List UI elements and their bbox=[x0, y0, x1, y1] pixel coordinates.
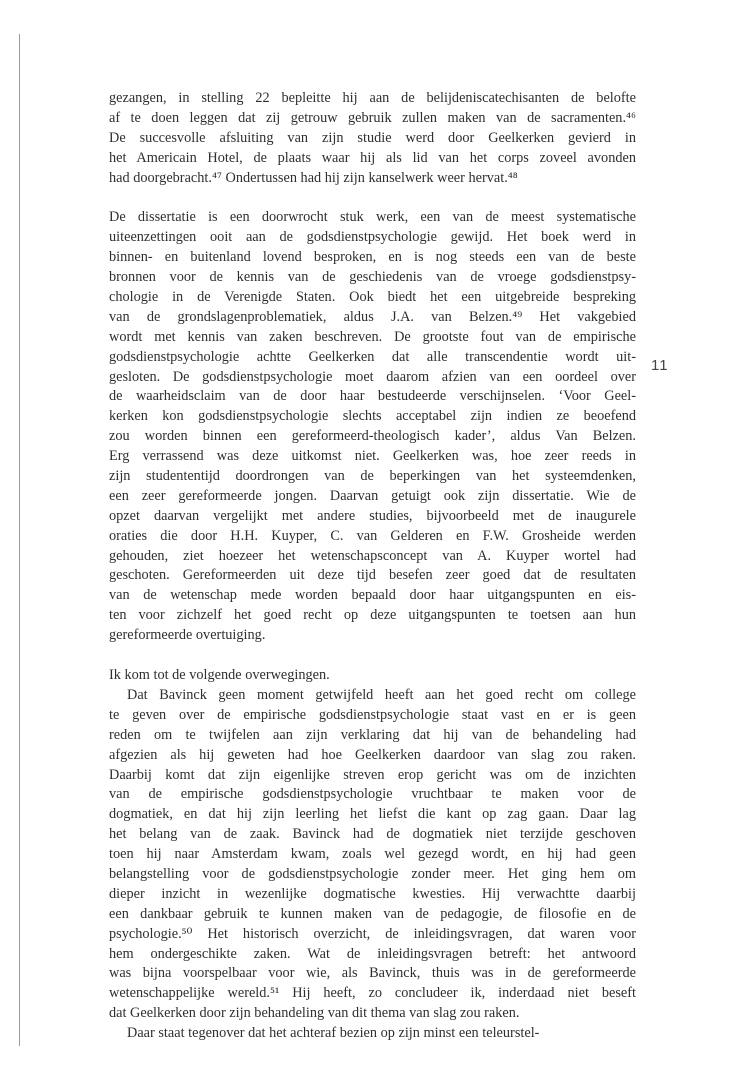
text-line: zou worden binnen een gereformeerd-theologisch kader’, aldus Van Belzen. bbox=[109, 428, 636, 445]
text-line: Erg verrassend was deze uitkomst niet. Geelkerken was, hoe zeer reeds in bbox=[109, 448, 636, 465]
text-line: had doorgebracht.⁴⁷ Ondertussen had hij zijn kanselwerk weer hervat.⁴⁸ bbox=[109, 169, 518, 186]
text-line: dogmatiek, en dat hij zijn leerling het liefst die kant op zag gaan. Daar lag bbox=[109, 806, 636, 823]
text-line: toen hij naar Amsterdam kwam, zoals wel gezegd wordt, en hij had geen bbox=[109, 846, 636, 863]
text-line: van de empirische godsdienstpsychologie vruchtbaar te maken voor de bbox=[109, 786, 636, 803]
text-line: gezangen, in stelling 22 bepleitte hij aan de belijdeniscatechisanten de belofte bbox=[109, 90, 636, 106]
text-line: kerken kon godsdienstpsychologie slechts acceptabel zijn indien ze beoefend bbox=[109, 408, 636, 425]
text-line: wetenschappelijke wereld.⁵¹ Hij heeft, zo concludeer ik, inderdaad niet beseft bbox=[109, 985, 636, 1002]
text-line: gereformeerde overtuiging. bbox=[109, 627, 266, 644]
text-line: bronnen voor de kennis van de geschiedenis van de vroege godsdienstpsy- bbox=[109, 269, 636, 286]
text-line: De dissertatie is een doorwrocht stuk werk, een van de meest systematische bbox=[109, 209, 636, 226]
text-line: zijn studententijd doordrongen van de beperkingen van het systeemdenken, bbox=[109, 468, 636, 485]
text-line: van de grondslagenproblematiek, aldus J.A. van Belzen.⁴⁹ Het vakgebied bbox=[109, 308, 636, 325]
text-line: afgezien als hij geweten had hoe Geelkerken daardoor van slag zou raken. bbox=[109, 746, 636, 763]
text-line: Daar staat tegenover dat het achteraf bezien op zijn minst een teleurstel- bbox=[127, 1025, 540, 1042]
paragraph-1 bbox=[109, 89, 636, 188]
text-line: het Americain Hotel, de plaats waar hij als lid van het corps zoveel avonden bbox=[109, 149, 636, 166]
text-line: opzet daarvan vergelijkt met andere studies, bijvoorbeeld met de inaugurele bbox=[109, 507, 636, 524]
page-number: 11 bbox=[651, 357, 669, 374]
text-line: godsdienstpsychologie achtte Geelkerken dat alle transcendentie wordt uit- bbox=[109, 348, 636, 365]
text-line: het belang van de zaak. Bavinck had de dogmatiek niet terzijde geschoven bbox=[109, 826, 636, 843]
text-line: gehouden, ziet hoezeer het wetenschapsconcept van A. Kuyper wortel had bbox=[109, 547, 636, 564]
text-line: was bijna voorspelbaar voor wie, als Bavinck, thuis was in de gereformeerde bbox=[109, 965, 636, 982]
paragraph-2 bbox=[109, 208, 636, 646]
text-line: binnen- en buitenland lovend besproken, en is nog steeds een van de beste bbox=[109, 249, 636, 266]
text-line: dat Geelkerken door zijn behandeling van dit thema van slag zou raken. bbox=[109, 1005, 520, 1022]
text-line: te geven over de empirische godsdienstpsychologie staat vast en er is geen bbox=[109, 706, 636, 723]
paragraph-5 bbox=[109, 1024, 636, 1044]
text-line: wordt met kennis van zaken beschreven. De grootste fout van de empirische bbox=[109, 328, 636, 345]
text-line: hem ondergeschikte zaken. Wat de inleidingsvragen betreft: het antwoord bbox=[109, 945, 636, 962]
text-line: belangstelling voor de godsdienstpsychologie zonder meer. Het ging hem om bbox=[109, 865, 636, 882]
text-line: chologie in de Verenigde Staten. Ook biedt het een uitgebreide bespreking bbox=[109, 289, 636, 306]
text-line: van de wetenschap mede worden bepaald door haar uitgangspunten en eis- bbox=[109, 587, 636, 604]
text-line: De succesvolle afsluiting van zijn studie werd door Geelkerken gevierd in bbox=[109, 129, 636, 146]
text-line: gesloten. De godsdienstpsychologie moet daarom afzien van een oordeel over bbox=[109, 368, 636, 385]
text-line: reden om te twijfelen aan zijn verklaring dat hij van de behandeling had bbox=[109, 726, 636, 743]
text-line: de waarheidsclaim van de door haar bestudeerde verschijnselen. ‘Voor Geel- bbox=[109, 388, 636, 405]
text-line: uiteenzettingen ooit aan de godsdienstpsychologie gewijd. Het boek werd in bbox=[109, 229, 636, 246]
text-line: Ik kom tot de volgende overwegingen. bbox=[109, 667, 330, 684]
text-line: af te doen leggen dat zij getrouw gebruik zullen maken van de sacramenten.⁴⁶ bbox=[109, 109, 636, 126]
text-line: oraties die door H.H. Kuyper, C. van Gelderen en F.W. Grosheide werden bbox=[109, 527, 636, 544]
text-line: Daarbij komt dat zijn eigenlijke streven erop gericht was om de inzichten bbox=[109, 766, 636, 783]
text-line: een dankbaar gebruik te kunnen maken van de pedagogie, de filosofie en de bbox=[109, 905, 636, 922]
text-line: Dat Bavinck geen moment getwijfeld heeft aan het goed recht om college bbox=[127, 686, 636, 703]
body-text bbox=[109, 89, 636, 1044]
text-line: een zeer gereformeerde jongen. Daarvan getuigt ook zijn dissertatie. Wie de bbox=[109, 487, 636, 504]
text-line: dieper inzicht in wezenlijke dogmatische kwesties. Hij verwachtte daarbij bbox=[109, 885, 636, 902]
paragraph-3 bbox=[109, 666, 636, 686]
paragraph-4 bbox=[109, 686, 636, 1024]
page-spine-rule bbox=[19, 34, 20, 1046]
text-line: ten voor zichzelf het goed recht op deze uitgangspunten te toetsen aan hun bbox=[109, 607, 636, 624]
text-line: psychologie.⁵⁰ Het historisch overzicht, de inleidingsvragen, dat waren voor bbox=[109, 925, 636, 942]
text-line: geschoten. Gereformeerden uit deze tijd besefen zeer goed dat de resultaten bbox=[109, 567, 636, 584]
